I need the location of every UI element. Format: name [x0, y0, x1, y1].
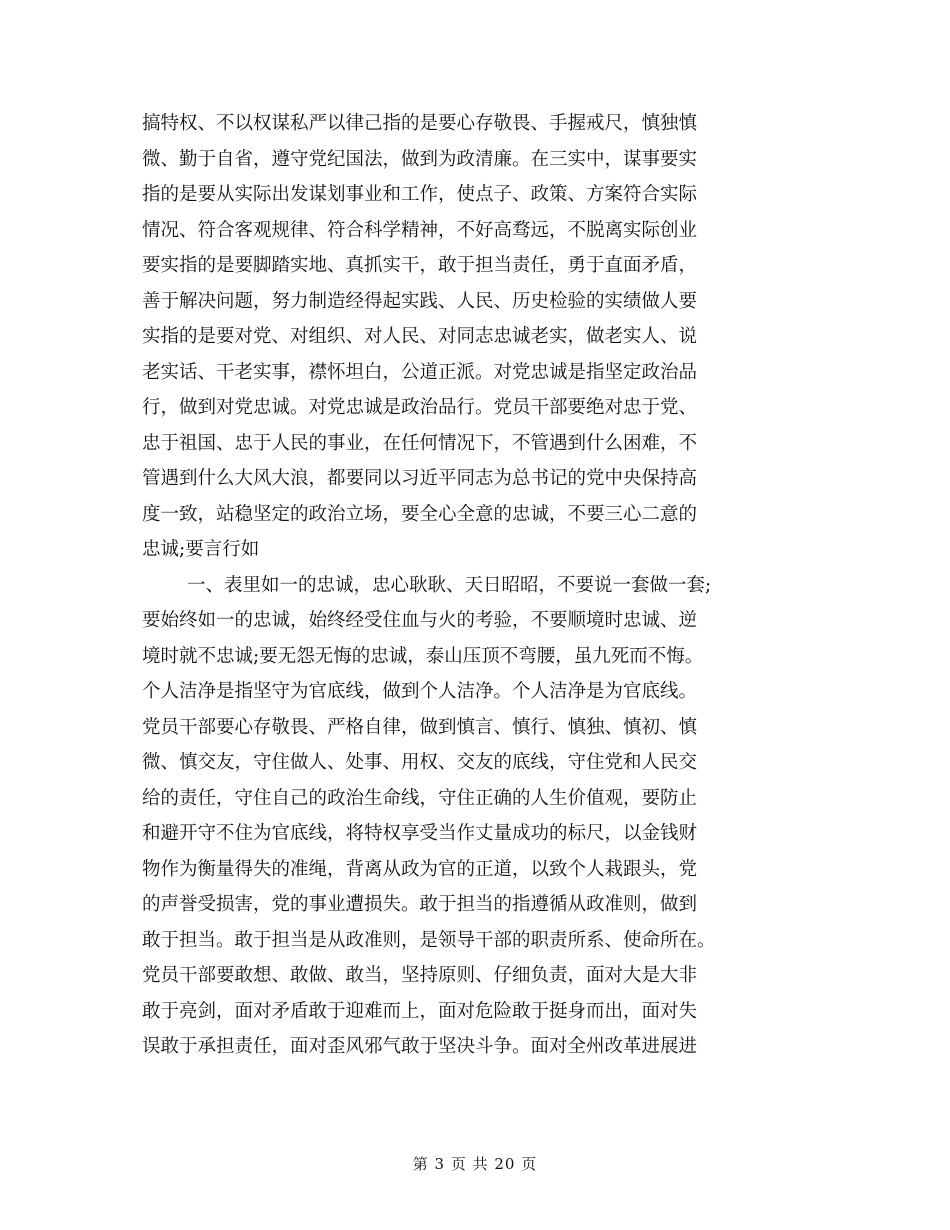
text-line: 误敢于承担责任，面对歪风邪气敢于坚决斗争。面对全州改革进展进 — [142, 1036, 698, 1057]
text-line: 给的责任，守住自己的政治生命线，守住正确的人生价值观，要防止 — [142, 787, 698, 809]
page-number-footer: 第 3 页 共 20 页 — [412, 1155, 538, 1173]
text-line: 物作为衡量得失的准绳，背离从政为官的正道，以致个人栽跟头，党 — [142, 858, 698, 880]
text-line: 老实话、干老实事，襟怀坦白，公道正派。对党忠诚是指坚定政治品 — [142, 361, 698, 383]
text-line: 善于解决问题，努力制造经得起实践、人民、历史检验的实绩做人要 — [142, 290, 698, 312]
text-line: 实指的是要对党、对组织、对人民、对同志忠诚老实，做老实人、说 — [142, 326, 698, 347]
text-line: 个人洁净是指坚守为官底线，做到个人洁净。个人洁净是为官底线。 — [142, 681, 698, 702]
text-line: 忠于祖国、忠于人民的事业，在任何情况下，不管遇到什么困难，不 — [142, 432, 698, 454]
text-line: 行，做到对党忠诚。对党忠诚是政治品行。党员干部要绝对忠于党、 — [142, 397, 698, 418]
text-line: 忠诚;要言行如 — [142, 539, 260, 560]
body-text — [142, 106, 802, 1065]
text-line: 的声誉受损害，党的事业遭损失。敢于担当的指遵循从政准则，做到 — [142, 894, 698, 915]
text-line: 情况、符合客观规律、符合科学精神，不好高骛远，不脱离实际创业 — [142, 219, 698, 241]
text-line: 党员干部要心存敬畏、严格自律，做到慎言、慎行、慎独、慎初、慎 — [142, 716, 698, 738]
text-line: 敢于担当。敢于担当是从政准则，是领导干部的职责所系、使命所在。 — [142, 929, 716, 951]
paragraph-first-line: 一、表里如一的忠诚，忠心耿耿、天日昭昭，不要说一套做一套; — [187, 574, 712, 596]
text-line: 微、勤于自省，遵守党纪国法，做到为政清廉。在三实中，谋事要实 — [142, 148, 698, 170]
text-line: 要实指的是要脚踏实地、真抓实干，敢于担当责任，勇于直面矛盾， — [142, 255, 698, 276]
text-line: 搞特权、不以权谋私严以律己指的是要心存敬畏、手握戒尺，慎独慎 — [142, 113, 698, 134]
text-line: 和避开守不住为官底线，将特权享受当作丈量成功的标尺，以金钱财 — [142, 823, 698, 844]
text-line: 境时就不忠诚;要无怨无悔的忠诚，泰山压顶不弯腰，虽九死而不悔。 — [142, 645, 704, 667]
text-line: 党员干部要敢想、敢做、敢当，坚持原则、仔细负责，面对大是大非 — [142, 965, 698, 986]
text-line: 敢于亮剑，面对矛盾敢于迎难而上，面对危险敢于挺身而出，面对失 — [142, 1000, 698, 1022]
text-line: 管遇到什么大风大浪，都要同以习近平同志为总书记的党中央保持高 — [142, 468, 698, 489]
text-line: 微、慎交友，守住做人、处事、用权、交友的底线，守住党和人民交 — [142, 752, 698, 773]
text-line: 要始终如一的忠诚，始终经受住血与火的考验，不要顺境时忠诚、逆 — [142, 610, 698, 631]
text-line: 指的是要从实际出发谋划事业和工作，使点子、政策、方案符合实际 — [142, 184, 698, 205]
text-line: 度一致，站稳坚定的政治立场，要全心全意的忠诚，不要三心二意的 — [142, 503, 698, 525]
